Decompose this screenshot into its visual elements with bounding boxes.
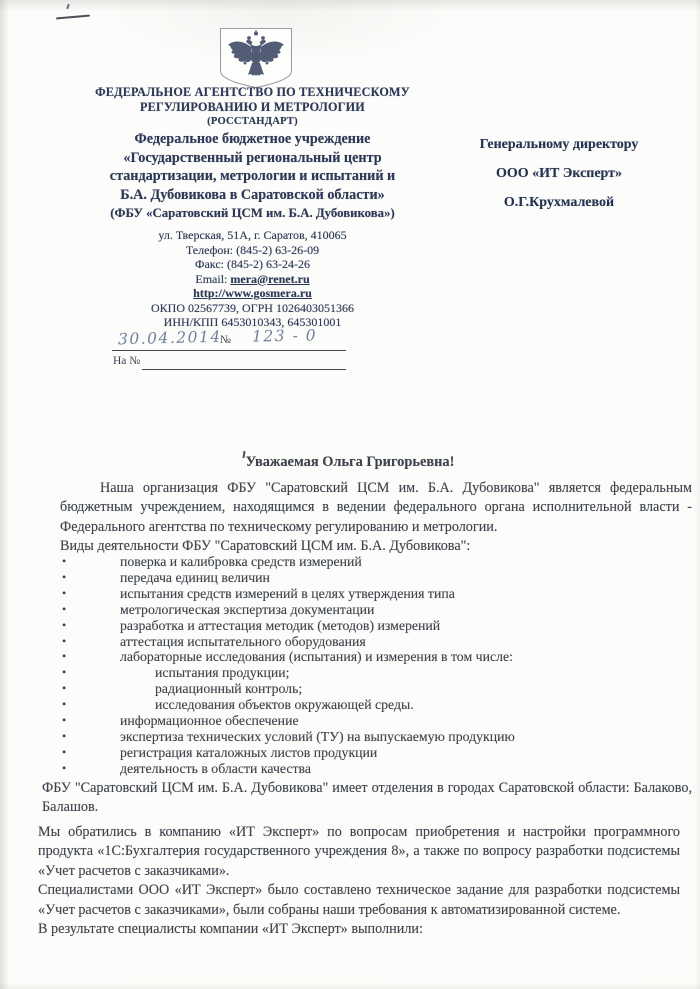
handwritten-date: 30.04.2014 <box>117 327 222 349</box>
postal-address: ул. Тверская, 51А, г. Саратов, 410065 <box>158 228 347 242</box>
pen-mark <box>56 15 90 20</box>
list-item-label: аттестация испытательного оборудования <box>120 633 366 649</box>
addressee-company: ООО «ИТ Эксперт» <box>495 165 623 181</box>
fax-number: Факс: (845-2) 63-24-26 <box>195 257 310 271</box>
org-line: Б.А. Дубовикова в Саратовской области» <box>120 186 385 203</box>
org-short-name: (ФБУ «Саратовский ЦСМ им. Б.А. Дубовикова») <box>110 206 395 221</box>
reply-number-rule <box>142 369 346 370</box>
org-line: стандартизации, метрологии и испытаний и <box>109 168 396 185</box>
paragraph-specification: Специалистами ООО «ИТ Эксперт» было составлено техническое задание для разработки подсистемы «Учет расчетов с заказчиками», были собраны наши требования к автоматизированной системе. <box>38 882 680 918</box>
number-sign: № <box>220 334 231 346</box>
bullet-icon: • <box>62 601 67 616</box>
list-item-label: радиационный контроль; <box>155 681 303 697</box>
paragraph-intro: Наша организация ФБУ "Саратовский ЦСМ им. Б.А. Дубовикова" является федеральным бюджетным учреждением, находящимся в ведении федерального органа исполнительной власти - Федерального агентства по техническому регулированию и метрологии. <box>60 480 692 535</box>
list-item-label: деятельность в области качества <box>120 760 311 776</box>
contacts-block <box>60 228 445 330</box>
agency-line-1: ФЕДЕРАЛЬНОЕ АГЕНТСТВО ПО ТЕХНИЧЕСКОМУ <box>95 85 410 99</box>
list-item <box>60 713 670 729</box>
bullet-icon: • <box>62 744 67 759</box>
email-address: mera@renet.ru <box>230 271 310 286</box>
agency-name-block <box>60 85 445 128</box>
list-item-label: лабораторные исследования (испытания) и измерения в том числе: <box>120 649 513 665</box>
list-item <box>60 618 670 634</box>
paragraph-request: Мы обратились в компанию «ИТ Эксперт» по вопросам приобретения и настройки программного продукта «1С:Бухгалтерия государственного учреждения 8», а также по вопросу разработки подсистемы «Учет расчетов с заказчиками». <box>38 824 680 879</box>
list-item <box>60 602 670 618</box>
paragraph-activities-heading: Виды деятельности ФБУ "Саратовский ЦСМ им. Б.А. Дубовикова": <box>60 538 471 554</box>
bullet-icon: • <box>62 617 67 632</box>
list-item <box>60 697 670 713</box>
bullet-icon: • <box>62 554 67 568</box>
phone-number: Телефон: (845-2) 63-26-09 <box>185 242 320 257</box>
list-item <box>60 745 670 761</box>
list-item-label: исследования объектов окружающей среды. <box>155 697 414 713</box>
email-line <box>60 272 445 287</box>
activities-list <box>60 554 670 777</box>
bullet-icon: • <box>62 760 67 775</box>
handwritten-outgoing-number: 123 - 0 <box>251 326 318 346</box>
salutation: Уважаемая Ольга Григорьевна! <box>245 454 455 470</box>
org-line: Федеральное бюджетное учреждение <box>134 131 371 147</box>
list-item <box>60 554 670 570</box>
bullet-icon: • <box>62 665 67 680</box>
list-item <box>60 665 670 681</box>
list-item-label: передача единиц величин <box>120 569 270 585</box>
list-item-label: экспертиза технических условий (ТУ) на выпускаемую продукцию <box>120 728 515 744</box>
list-item <box>60 634 670 650</box>
list-item-label: информационное обеспечение <box>120 713 299 729</box>
closing-paragraphs <box>38 823 680 939</box>
paragraph-result-intro: В результате специалисты компании «ИТ Эксперт» выполнили: <box>38 921 423 938</box>
list-item <box>60 570 670 586</box>
list-item-label: разработка и аттестация методик (методов) измерений <box>120 617 441 633</box>
inn-kpp-codes: ИНН/КПП 6453010343, 645301001 <box>163 315 342 329</box>
bullet-icon: • <box>62 713 67 728</box>
agency-line-2: РЕГУЛИРОВАНИЮ И МЕТРОЛОГИИ <box>140 100 365 114</box>
list-item-label: испытания средств измерений в целях утверждения типа <box>120 585 455 601</box>
bullet-icon: • <box>62 728 67 743</box>
reply-to-label: На № <box>113 355 141 367</box>
organization-name-block <box>60 130 445 223</box>
bullet-icon: • <box>62 585 67 600</box>
list-item <box>60 681 670 697</box>
okpo-ogrn-codes: ОКПО 02567739, ОГРН 1026403051366 <box>151 300 354 315</box>
org-line: «Государственный региональный центр <box>123 149 382 166</box>
email-label: Email: <box>195 271 231 286</box>
agency-short-name: (РОССТАНДАРТ) <box>207 116 298 127</box>
list-item-label: метрологическая экспертиза документации <box>120 601 375 617</box>
list-item <box>60 586 670 602</box>
bullet-icon: • <box>62 569 67 584</box>
addressee-person: О.Г.Крухмалевой <box>503 194 615 210</box>
paragraph-branches: ФБУ "Саратовский ЦСМ им. Б.А. Дубовикова" имеет отделения в городах Саратовской области: Балаково, Балашов. <box>42 780 692 816</box>
date-number-rule <box>112 350 346 351</box>
website-url: http://www.gosmera.ru <box>193 286 312 300</box>
addressee-position: Генеральному директору <box>479 137 639 152</box>
bullet-icon: • <box>62 681 67 696</box>
list-item <box>60 761 670 777</box>
addressee-block <box>448 131 670 217</box>
coat-of-arms-icon <box>219 27 293 89</box>
list-item-label: регистрация каталожных листов продукции <box>120 744 378 760</box>
pen-mark-dot <box>66 4 70 9</box>
bullet-icon: • <box>62 697 67 712</box>
bullet-icon: • <box>62 649 67 664</box>
list-item-label: поверка и калибровка средств измерений <box>120 554 362 569</box>
list-item-label: испытания продукции; <box>155 665 290 681</box>
bullet-icon: • <box>62 633 67 648</box>
list-item <box>60 729 670 745</box>
list-item <box>60 649 670 665</box>
